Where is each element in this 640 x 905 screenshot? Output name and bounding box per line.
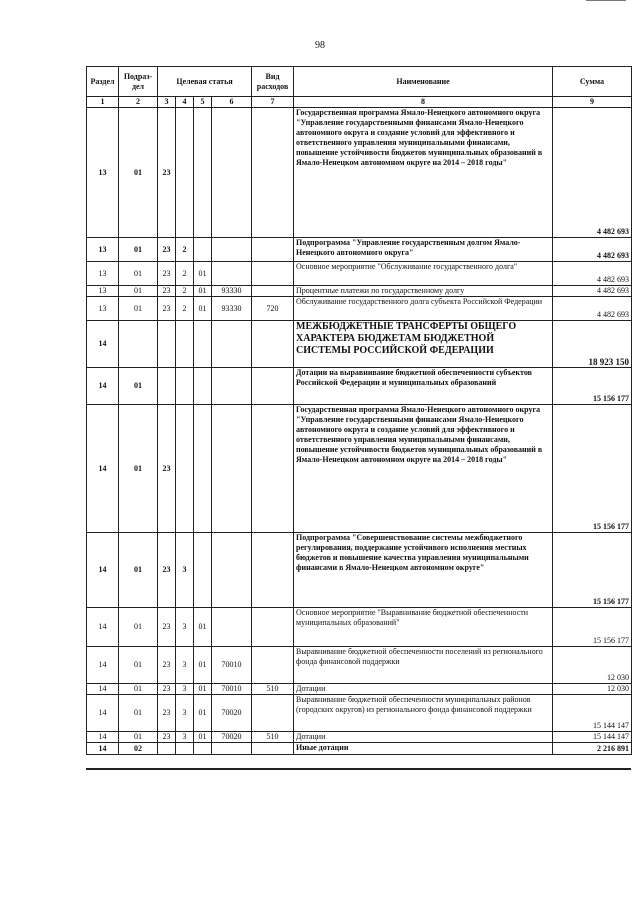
cell-podrazdel: 01 <box>119 238 158 262</box>
column-numbers-row <box>87 97 632 108</box>
cell-razdel: 14 <box>87 608 119 647</box>
cell-name: Дотации <box>294 684 553 695</box>
table-row <box>87 743 632 755</box>
cell-razdel: 14 <box>87 533 119 608</box>
cell-cs-1: 23 <box>158 684 176 695</box>
cell-podrazdel: 02 <box>119 743 158 755</box>
cell-cs-2: 2 <box>176 238 194 262</box>
cell-podrazdel: 01 <box>119 684 158 695</box>
table-row <box>87 695 632 732</box>
header-naimenovanie: Наименование <box>294 67 553 97</box>
table-row <box>87 108 632 238</box>
colnum: 8 <box>294 97 553 108</box>
cell-vid <box>252 695 294 732</box>
page-corner-mark <box>586 0 626 4</box>
cell-razdel: 13 <box>87 262 119 286</box>
cell-cs-2: 2 <box>176 286 194 297</box>
colnum: 2 <box>119 97 158 108</box>
colnum: 9 <box>553 97 632 108</box>
cell-cs-4 <box>212 608 252 647</box>
cell-cs-3 <box>194 321 212 368</box>
cell-vid <box>252 533 294 608</box>
cell-podrazdel: 01 <box>119 286 158 297</box>
budget-table <box>86 66 632 755</box>
table-row <box>87 238 632 262</box>
cell-sum: 15 156 177 <box>553 608 632 647</box>
cell-cs-3 <box>194 405 212 533</box>
cell-razdel: 14 <box>87 695 119 732</box>
table-row <box>87 533 632 608</box>
cell-razdel: 13 <box>87 108 119 238</box>
table-row <box>87 368 632 405</box>
cell-razdel: 14 <box>87 743 119 755</box>
cell-cs-4 <box>212 405 252 533</box>
cell-sum: 2 216 891 <box>553 743 632 755</box>
cell-vid: 720 <box>252 297 294 321</box>
cell-cs-2 <box>176 405 194 533</box>
cell-sum: 15 156 177 <box>553 405 632 533</box>
cell-sum: 4 482 693 <box>553 297 632 321</box>
cell-cs-4 <box>212 262 252 286</box>
cell-cs-2: 3 <box>176 608 194 647</box>
cell-name: Дотации <box>294 732 553 743</box>
cell-cs-4: 70020 <box>212 695 252 732</box>
cell-cs-3: 01 <box>194 695 212 732</box>
cell-cs-2: 3 <box>176 647 194 684</box>
cell-podrazdel: 01 <box>119 405 158 533</box>
table-row <box>87 732 632 743</box>
cell-cs-2: 3 <box>176 732 194 743</box>
cell-vid <box>252 108 294 238</box>
cell-sum: 15 156 177 <box>553 533 632 608</box>
cell-cs-1: 23 <box>158 732 176 743</box>
cell-cs-4: 93330 <box>212 286 252 297</box>
cell-cs-4 <box>212 368 252 405</box>
cell-name: Дотации на выравнивание бюджетной обеспеченности субъектов Российской Федерации и муниципальных образований <box>294 368 553 405</box>
cell-cs-1 <box>158 368 176 405</box>
cell-cs-1: 23 <box>158 297 176 321</box>
cell-sum: 4 482 693 <box>553 262 632 286</box>
cell-cs-4 <box>212 321 252 368</box>
cell-cs-3 <box>194 533 212 608</box>
cell-razdel: 14 <box>87 368 119 405</box>
table-row <box>87 286 632 297</box>
cell-cs-2: 2 <box>176 262 194 286</box>
cell-cs-3 <box>194 238 212 262</box>
cell-name: Основное мероприятие "Выравнивание бюджетной обеспеченности муниципальных образований" <box>294 608 553 647</box>
cell-cs-3 <box>194 368 212 405</box>
cell-cs-2: 2 <box>176 297 194 321</box>
cell-cs-1: 23 <box>158 695 176 732</box>
cell-cs-4 <box>212 108 252 238</box>
cell-vid <box>252 608 294 647</box>
colnum: 5 <box>194 97 212 108</box>
cell-podrazdel: 01 <box>119 732 158 743</box>
cell-name: Процентные платежи по государственному долгу <box>294 286 553 297</box>
cell-cs-2 <box>176 321 194 368</box>
cell-cs-2: 3 <box>176 533 194 608</box>
cell-cs-4: 70010 <box>212 684 252 695</box>
cell-cs-3: 01 <box>194 262 212 286</box>
cell-podrazdel: 01 <box>119 533 158 608</box>
header-vid-rashodov: Вид расходов <box>252 67 294 97</box>
cell-cs-4 <box>212 238 252 262</box>
cell-cs-1 <box>158 321 176 368</box>
cell-cs-3 <box>194 743 212 755</box>
cell-cs-2 <box>176 108 194 238</box>
cell-cs-1 <box>158 743 176 755</box>
colnum: 4 <box>176 97 194 108</box>
colnum: 6 <box>212 97 252 108</box>
cell-cs-1: 23 <box>158 647 176 684</box>
cell-cs-2 <box>176 743 194 755</box>
cell-vid <box>252 286 294 297</box>
cell-cs-4 <box>212 533 252 608</box>
table-row <box>87 321 632 368</box>
cell-cs-3: 01 <box>194 732 212 743</box>
cell-cs-3: 01 <box>194 286 212 297</box>
cell-cs-3: 01 <box>194 297 212 321</box>
cell-cs-4: 93330 <box>212 297 252 321</box>
cell-sum: 4 482 693 <box>553 286 632 297</box>
cell-cs-1: 23 <box>158 286 176 297</box>
cell-name: МЕЖБЮДЖЕТНЫЕ ТРАНСФЕРТЫ ОБЩЕГО ХАРАКТЕРА БЮДЖЕТАМ БЮДЖЕТНОЙ СИСТЕМЫ РОССИЙСКОЙ ФЕДЕРАЦИИ <box>294 321 553 368</box>
cell-sum: 15 156 177 <box>553 368 632 405</box>
cell-podrazdel: 01 <box>119 368 158 405</box>
cell-name: Выравнивание бюджетной обеспеченности поселений из регионального фонда финансовой поддержки <box>294 647 553 684</box>
cell-vid: 510 <box>252 732 294 743</box>
cell-razdel: 14 <box>87 405 119 533</box>
cell-cs-1: 23 <box>158 405 176 533</box>
cell-cs-4 <box>212 743 252 755</box>
cell-vid <box>252 368 294 405</box>
cell-sum: 12 030 <box>553 647 632 684</box>
cell-name: Подпрограмма "Управление государственным долгом Ямало-Ненецкого автономного округа" <box>294 238 553 262</box>
header-row <box>87 67 632 97</box>
cell-razdel: 14 <box>87 321 119 368</box>
cell-podrazdel: 01 <box>119 108 158 238</box>
table-row <box>87 405 632 533</box>
cell-podrazdel: 01 <box>119 262 158 286</box>
cell-name: Государственная программа Ямало-Ненецкого автономного округа "Управление государственными финансами Ямало-Ненецкого автономного округа и создание условий для эффективного и ответственного управления муниципальными финансами, повышение устойчивости бюджетов муниципальных образований в Ямало-Ненецком автономном округе на 2014 – 2018 годы" <box>294 405 553 533</box>
cell-cs-1: 23 <box>158 238 176 262</box>
cell-cs-4: 70010 <box>212 647 252 684</box>
cell-cs-1: 23 <box>158 108 176 238</box>
colnum: 3 <box>158 97 176 108</box>
cell-name: Основное мероприятие "Обслуживание государственного долга" <box>294 262 553 286</box>
table-bottom-border <box>86 768 631 770</box>
cell-razdel: 13 <box>87 297 119 321</box>
cell-podrazdel: 01 <box>119 695 158 732</box>
cell-razdel: 14 <box>87 732 119 743</box>
cell-name: Иные дотации <box>294 743 553 755</box>
table-body <box>87 108 632 755</box>
cell-cs-3: 01 <box>194 647 212 684</box>
cell-vid <box>252 238 294 262</box>
cell-cs-2 <box>176 368 194 405</box>
header-summa: Сумма <box>553 67 632 97</box>
cell-razdel: 13 <box>87 238 119 262</box>
cell-podrazdel: 01 <box>119 297 158 321</box>
header-celevaya-statya: Целевая статья <box>158 67 252 97</box>
cell-sum: 12 030 <box>553 684 632 695</box>
cell-cs-1: 23 <box>158 533 176 608</box>
cell-name: Государственная программа Ямало-Ненецкого автономного округа "Управление государственными финансами Ямало-Ненецкого автономного округа и создание условий для эффективного и ответственного управления муниципальными финансами, повышение устойчивости бюджетов муниципальных образований в Ямало-Ненецком автономном округе на 2014 – 2018 годы" <box>294 108 553 238</box>
cell-vid <box>252 321 294 368</box>
cell-sum: 15 144 147 <box>553 695 632 732</box>
cell-name: Обслуживание государственного долга субъекта Российской Федерации <box>294 297 553 321</box>
cell-name: Выравнивание бюджетной обеспеченности муниципальных районов (городских округов) из регионального фонда финансовой поддержки <box>294 695 553 732</box>
cell-cs-2: 3 <box>176 695 194 732</box>
cell-cs-3: 01 <box>194 608 212 647</box>
cell-podrazdel <box>119 321 158 368</box>
cell-podrazdel: 01 <box>119 608 158 647</box>
colnum: 7 <box>252 97 294 108</box>
cell-cs-4: 70020 <box>212 732 252 743</box>
cell-vid <box>252 405 294 533</box>
cell-cs-3 <box>194 108 212 238</box>
header-razdel: Раздел <box>87 67 119 97</box>
cell-cs-3: 01 <box>194 684 212 695</box>
colnum: 1 <box>87 97 119 108</box>
table-row <box>87 647 632 684</box>
cell-cs-1: 23 <box>158 262 176 286</box>
cell-sum: 4 482 693 <box>553 108 632 238</box>
cell-razdel: 14 <box>87 684 119 695</box>
table-row <box>87 684 632 695</box>
page-number: 98 <box>315 40 325 51</box>
cell-razdel: 14 <box>87 647 119 684</box>
table-row <box>87 297 632 321</box>
cell-vid <box>252 647 294 684</box>
header-podrazdel: Подраз-дел <box>119 67 158 97</box>
cell-cs-2: 3 <box>176 684 194 695</box>
table-row <box>87 608 632 647</box>
table-row <box>87 262 632 286</box>
cell-sum: 15 144 147 <box>553 732 632 743</box>
cell-cs-1: 23 <box>158 608 176 647</box>
cell-vid <box>252 743 294 755</box>
cell-razdel: 13 <box>87 286 119 297</box>
cell-sum: 4 482 693 <box>553 238 632 262</box>
cell-name: Подпрограмма "Совершенствование системы межбюджетного регулирования, поддержание устойчивого исполнения местных бюджетов и повышение качества управления муниципальными финансами в Ямало-Ненецком автономном округе" <box>294 533 553 608</box>
cell-vid <box>252 262 294 286</box>
cell-vid: 510 <box>252 684 294 695</box>
cell-podrazdel: 01 <box>119 647 158 684</box>
cell-sum: 18 923 150 <box>553 321 632 368</box>
